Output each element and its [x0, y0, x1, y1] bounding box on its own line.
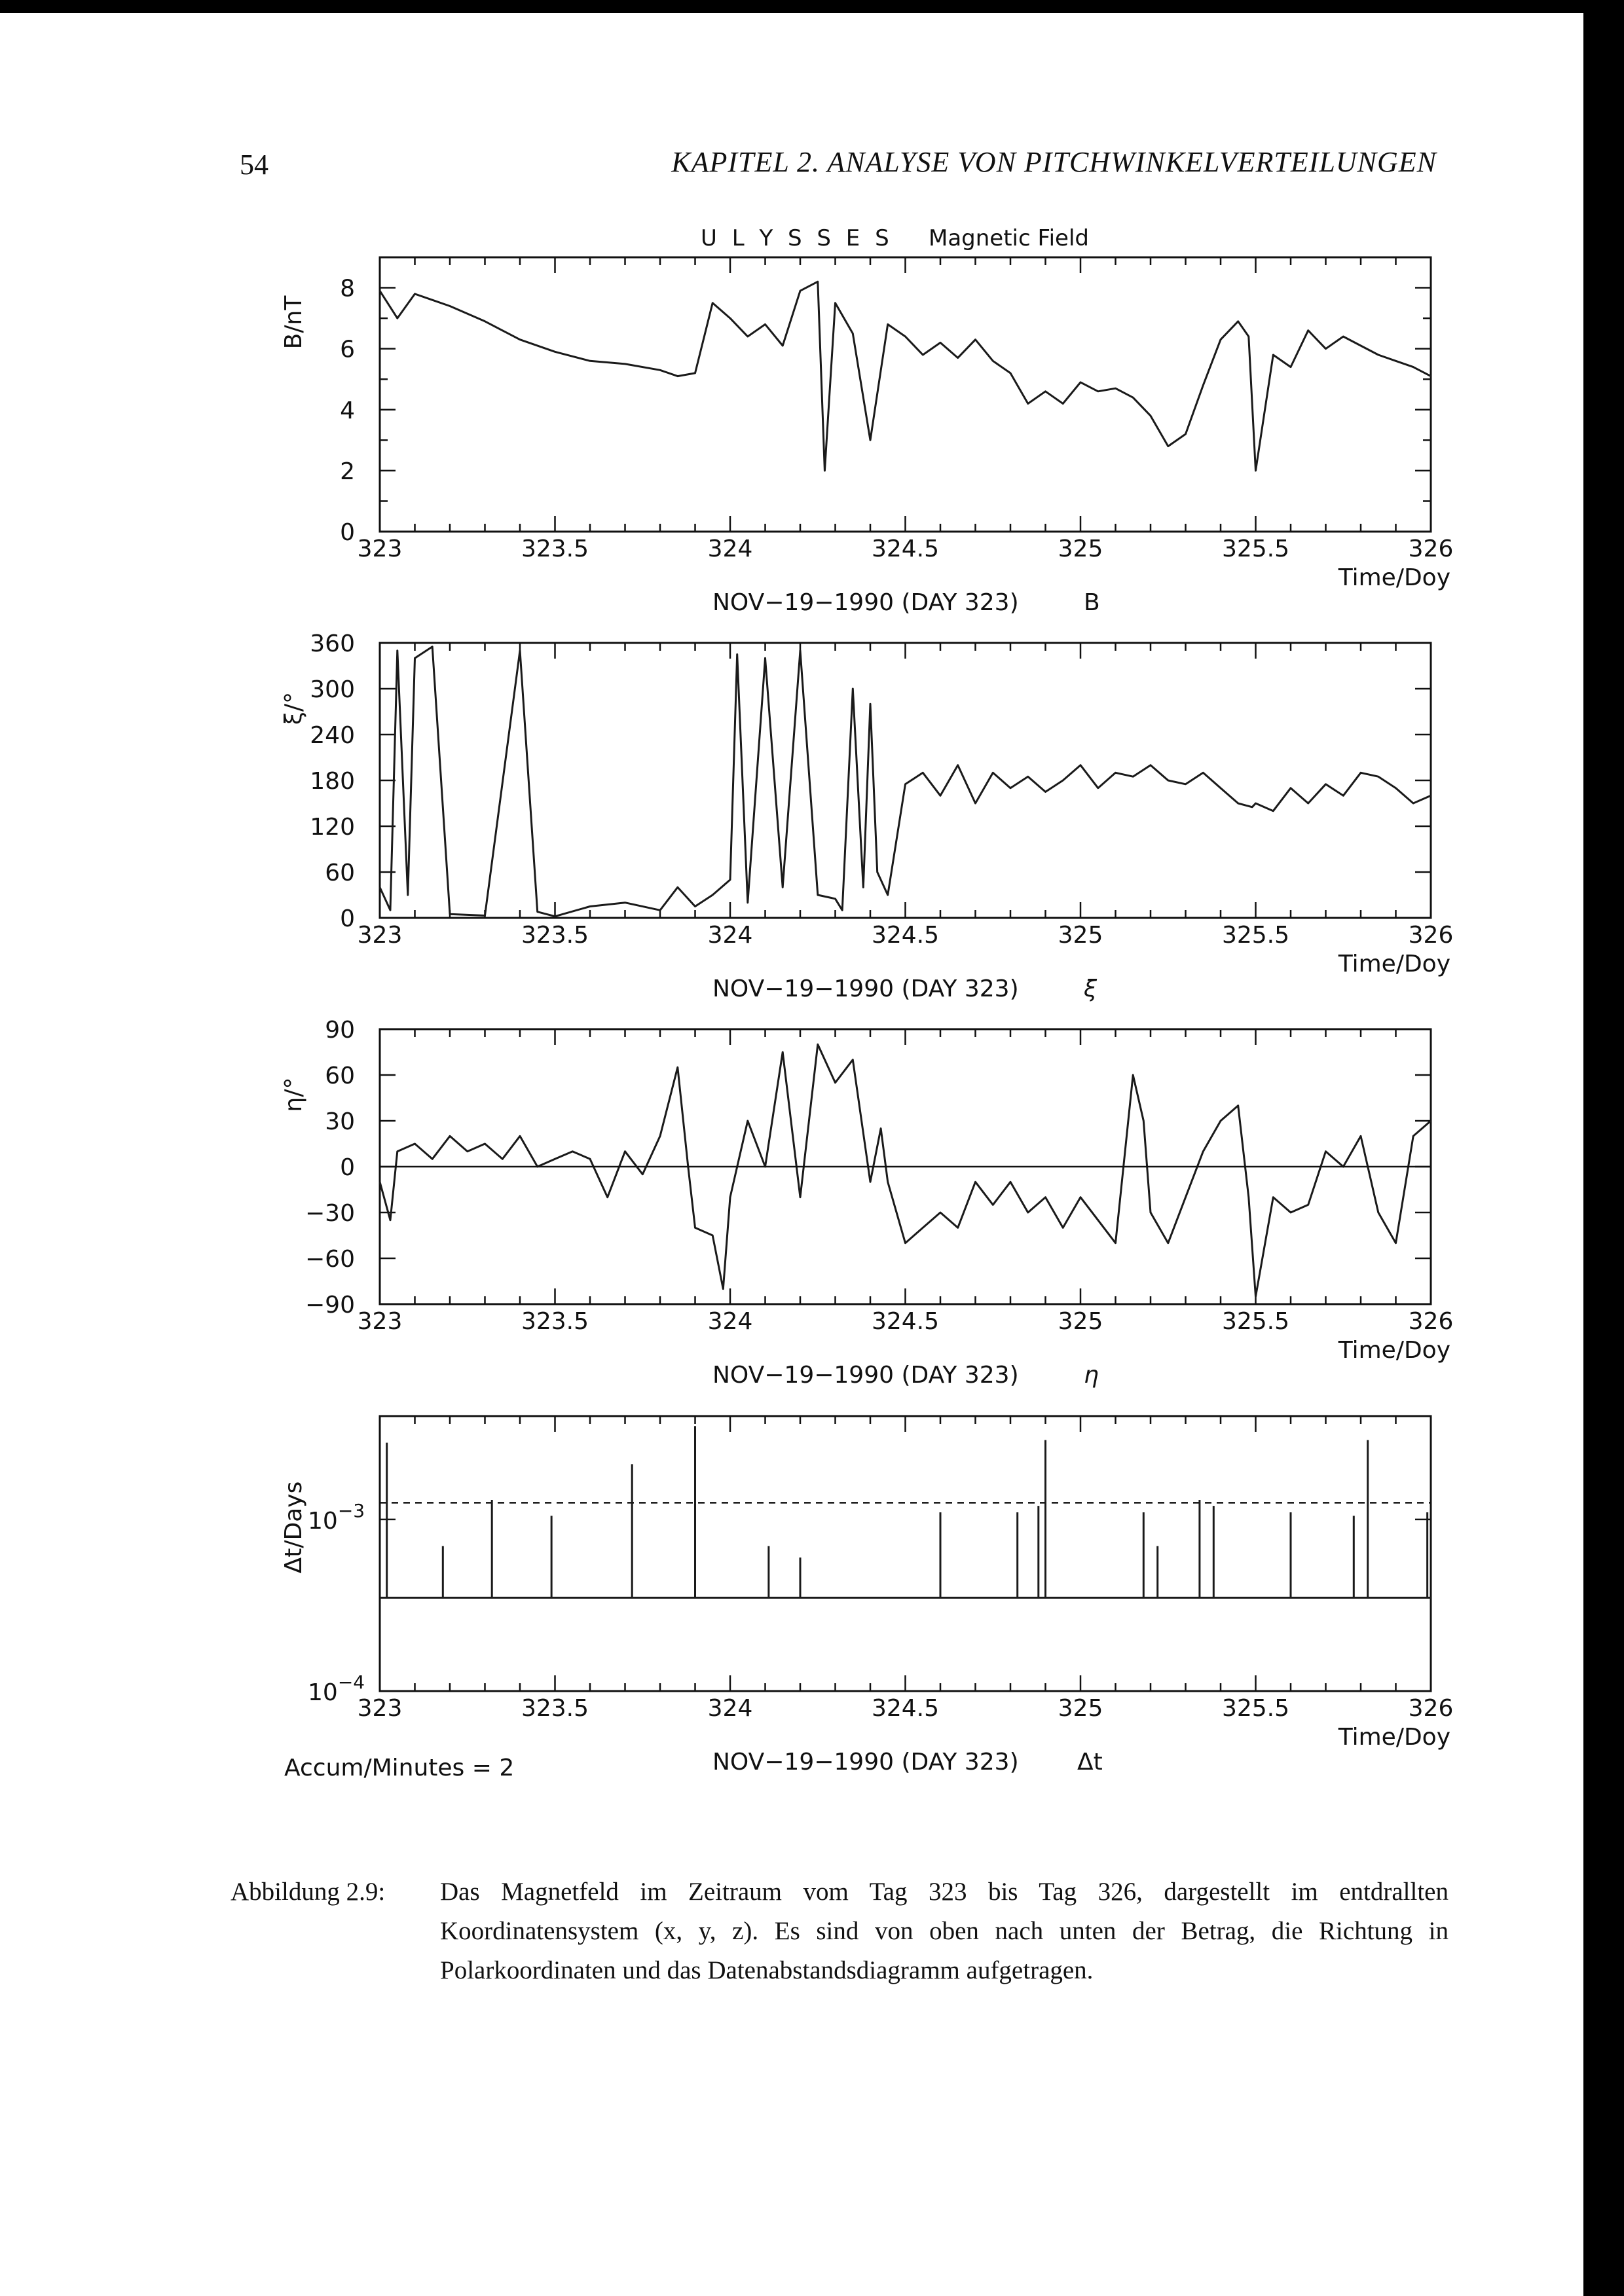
panel-dt-frame [380, 1416, 1431, 1691]
panel-eta-y-tick-label: 30 [325, 1108, 355, 1135]
chart-panels [280, 257, 1453, 1776]
page-number: 54 [240, 149, 268, 181]
panel-eta-x-tick-label: 323 [357, 1308, 403, 1335]
panel-eta-y-axis-label: η/° [280, 1077, 307, 1112]
panel-B-frame [380, 257, 1431, 532]
panel-eta-x-tick-label: 324 [707, 1308, 753, 1335]
figure-title-left: U L Y S S E S [701, 225, 893, 251]
panel-xi-y-tick-label: 60 [325, 860, 355, 886]
panel-dt-x-axis-label: Time/Doy [1338, 1724, 1450, 1751]
panel-dt-x-tick-label: 323.5 [521, 1695, 589, 1722]
panel-eta-date-label: NOV−19−1990 (DAY 323) [712, 1362, 1019, 1389]
panel-eta-y-tick-label: −90 [305, 1292, 355, 1319]
panel-B-x-tick-label: 323.5 [521, 536, 589, 562]
panel-dt-quantity-symbol: Δt [1077, 1749, 1103, 1776]
panel-eta-y-tick-label: 0 [340, 1154, 355, 1181]
panel-dt-y-tick-exponent: −3 [337, 1499, 365, 1522]
panel-B-x-tick-label: 325 [1058, 536, 1103, 562]
panel-B-x-tick-label: 324.5 [871, 536, 940, 562]
panel-eta-x-tick-label: 325 [1058, 1308, 1103, 1335]
panel-B-date-label: NOV−19−1990 (DAY 323) [712, 589, 1019, 616]
panel-xi-x-tick-label: 325 [1058, 922, 1103, 949]
panel-B-quantity-symbol: B [1084, 589, 1100, 616]
figure-title-right: Magnetic Field [929, 225, 1089, 251]
panel-dt-y-tick-exponent: −4 [337, 1671, 365, 1693]
panel-B-y-tick-label: 0 [340, 519, 355, 546]
accum-label: Accum/Minutes = 2 [284, 1755, 515, 1781]
panel-B-y-tick-label: 2 [340, 458, 355, 485]
caption-label: Abbildung 2.9: [231, 1878, 386, 1906]
panel-dt-x-tick-label: 324 [707, 1695, 753, 1722]
panel-B-y-axis-label: B/nT [280, 295, 307, 350]
panel-eta-x-tick-label: 325.5 [1221, 1308, 1290, 1335]
panel-dt-x-tick-label: 325.5 [1221, 1695, 1290, 1722]
caption-text: Das Magnetfeld im Zeitraum vom Tag 323 bis Tag 326, dargestellt im entdrallten Koordinatensystem (x, y, z). Es sind von oben nach unten der Betrag, die Richtung in Polarkoordinaten und das Datenabstandsdiagramm aufgetragen. [440, 1878, 1449, 1984]
panel-B-x-axis-label: Time/Doy [1338, 564, 1450, 591]
panel-xi-data-line [380, 647, 1431, 917]
panel-B-x-tick-label: 326 [1408, 536, 1454, 562]
panel-eta-x-tick-label: 323.5 [521, 1308, 589, 1335]
panel-eta-data-line [380, 1044, 1431, 1296]
running-head: KAPITEL 2. ANALYSE VON PITCHWINKELVERTEILUNGEN [671, 146, 1437, 178]
panel-B-y-tick-label: 4 [340, 397, 355, 424]
panel-xi-quantity-symbol: ξ [1084, 975, 1098, 1002]
panel-B-y-tick-label: 6 [340, 336, 355, 363]
panel-B-x-tick-label: 323 [357, 536, 403, 562]
panel-xi-x-tick-label: 323 [357, 922, 403, 949]
panel-dt-y-tick-label: $10^{-4}$ [308, 1671, 365, 1706]
panel-eta-y-tick-label: −60 [305, 1246, 355, 1273]
panel-xi-y-tick-label: 240 [310, 722, 355, 749]
panel-eta-x-tick-label: 324.5 [871, 1308, 940, 1335]
panel-B-y-tick-label: 8 [340, 275, 355, 302]
panel-xi-x-tick-label: 324 [707, 922, 753, 949]
panel-xi-x-tick-label: 325.5 [1221, 922, 1290, 949]
panel-dt-x-tick-label: 326 [1408, 1695, 1454, 1722]
panel-eta-x-tick-label: 326 [1408, 1308, 1454, 1335]
panel-B-data-line [380, 282, 1431, 471]
panel-xi-x-tick-label: 324.5 [871, 922, 940, 949]
panel-dt-y-axis-label: Δt/Days [280, 1481, 307, 1574]
panel-dt-y-tick-label: $10^{-3}$ [308, 1499, 365, 1535]
panel-xi-date-label: NOV−19−1990 (DAY 323) [712, 975, 1019, 1002]
panel-dt-x-tick-label: 325 [1058, 1695, 1103, 1722]
panel-xi-x-tick-label: 326 [1408, 922, 1454, 949]
figure-caption [231, 1872, 1449, 1990]
panel-B-x-tick-label: 325.5 [1221, 536, 1290, 562]
panel-xi-x-tick-label: 323.5 [521, 922, 589, 949]
panel-xi-y-tick-label: 300 [310, 676, 355, 703]
panel-xi-y-axis-label: ξ/° [280, 691, 307, 725]
panel-xi-y-tick-label: 360 [310, 630, 355, 657]
panel-xi-y-tick-label: 0 [340, 905, 355, 932]
panel-B-x-tick-label: 324 [707, 536, 753, 562]
panel-eta-y-tick-label: 90 [325, 1017, 355, 1044]
panel-eta-y-tick-label: −30 [305, 1200, 355, 1227]
panel-dt-x-tick-label: 324.5 [871, 1695, 940, 1722]
panel-eta-quantity-symbol: η [1084, 1362, 1099, 1389]
panel-xi-y-tick-label: 180 [310, 768, 355, 795]
panel-xi-frame [380, 643, 1431, 918]
panel-dt-date-label: NOV−19−1990 (DAY 323) [712, 1749, 1019, 1776]
panel-xi-x-axis-label: Time/Doy [1338, 951, 1450, 977]
panel-eta-x-axis-label: Time/Doy [1338, 1337, 1450, 1364]
panel-dt-x-tick-label: 323 [357, 1695, 403, 1722]
panel-eta-y-tick-label: 60 [325, 1063, 355, 1089]
panel-xi-y-tick-label: 120 [310, 814, 355, 841]
